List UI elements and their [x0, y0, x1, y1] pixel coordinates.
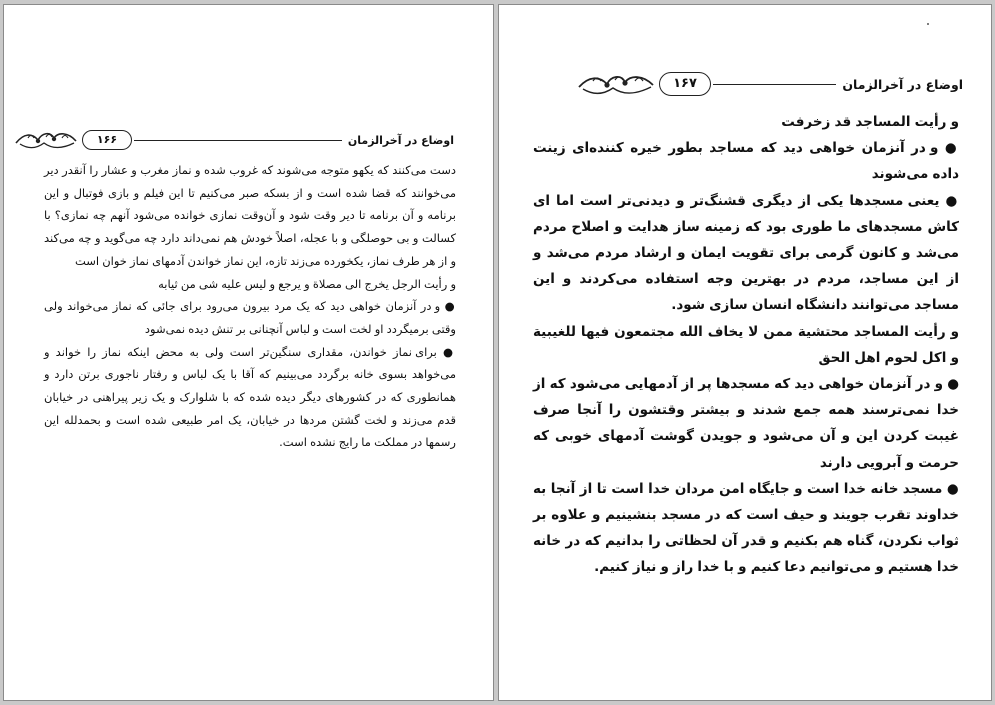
paragraph: و رأیت المساجد قد زخرفت [781, 114, 959, 130]
running-title: اوضاع در آخرالزمان [842, 76, 963, 92]
bullet-paragraph: ● و در آنزمان خواهی دید که مسجدها پر از آدمهایی می‌شود که از خدا نمی‌ترسند همه جمع شدند و بیشتر وقتشون را آنجا صرف غیبت کردن این و آن می‌شود و جویدن گوشت آدمهای خوبی که حرمت و آبرویی دارند [533, 371, 959, 476]
page-body [44, 159, 456, 454]
speck-mark [927, 23, 929, 25]
page-body [533, 109, 959, 581]
right-page [498, 4, 992, 701]
page-header [14, 129, 454, 151]
header-rule [713, 84, 836, 85]
paragraph: دست می‌کنند که یکهو متوجه می‌شوند که غروب شده و نماز مغرب و عشار را آنقدر دیر می‌خوانند که قضا شده است و از بسکه صبر می‌کنیم تا این فیلم و بازی فوتبال و این برنامه و آن برنامه تا دیر وقت شود و آن‌وقت نمازی خوانده می‌شود آنهم چه نمازی؟ با کسالت و بی حوصلگی و با عجله، اصلاً خودش هم نمی‌داند دارد چه می‌گوید و چه می‌کند و از هر طرف نماز، یکخورده می‌زند تازه، این نماز خواندن آدمهای نماز خوان است [44, 163, 456, 268]
bullet-paragraph: ● برای نماز خواندن، مقداری سنگین‌تر است ولی به محض اینکه نماز را خواند و می‌خواهد بسوی خانه برگردد می‌بینیم که آقا با یک لباس و رفتار ناجوری برتن دارد و همانطوری که در کشورهای دیگر دیده شده که با شلوارک و یک زیر پیراهنی در خیابان قدم می‌زند و لخت گشتن مردها در خیابان، یک امر طبیعی شده است و بحمدلله این رسمها در مملکت ما رایج نشده است. [44, 341, 456, 455]
bullet-paragraph: ● یعنی مسجدها یکی از دیگری قشنگ‌تر و دیدنی‌تر است اما ای کاش مسجدهای ما طوری بود که زمینه ساز هدایت و اصلاح مردم می‌شد و کانون گرمی برای تقویت ایمان و ارشاد مردم می‌شد و از این مساجد، مردم در بهترین وجه استفاده می‌کردند و این مساجد می‌توانند دانشگاه انسان سازی شود. [533, 188, 959, 319]
paragraph: و رأیت المساجد محتشیة ممن لا یخاف الله مجتمعون فیها للغیبیة و اکل لحوم اهل الحق [533, 323, 959, 366]
paragraph: و رأیت الرجل یخرج الی مصلاة و یرجع و لیس علیه شی من ثیابه [158, 276, 456, 291]
header-rule [134, 140, 342, 141]
running-title: اوضاع در آخرالزمان [347, 133, 454, 147]
left-page [3, 4, 494, 701]
page-number: ۱۶۶ [82, 130, 132, 150]
floral-ornament-icon [14, 129, 80, 151]
floral-ornament-icon [577, 71, 657, 97]
page-header [577, 71, 963, 97]
bullet-paragraph: ● و در آنزمان خواهی دید که یک مرد بیرون می‌رود برای جائی که نماز می‌خواند ولی وقتی برمیگردد او لخت است و لباس آنچنانی بر تنش دیده نمی‌شود [44, 295, 456, 340]
bullet-paragraph: ● مسجد خانه خدا است و جایگاه امن مردان خدا است تا از آنجا به خداوند تقرب جویند و حیف است که در مسجد بنشینیم و علاوه بر ثواب نکردن، گناه هم بکنیم و قدر آن لحظاتی را بدانیم که در خانه خدا هستیم و می‌توانیم دعا کنیم و با خدا راز و نیاز کنیم. [533, 476, 959, 581]
page-number: ۱۶۷ [659, 72, 711, 96]
bullet-paragraph: ● و در آنزمان خواهی دید که مساجد بطور خیره کننده‌ای زینت داده می‌شوند [533, 135, 959, 187]
